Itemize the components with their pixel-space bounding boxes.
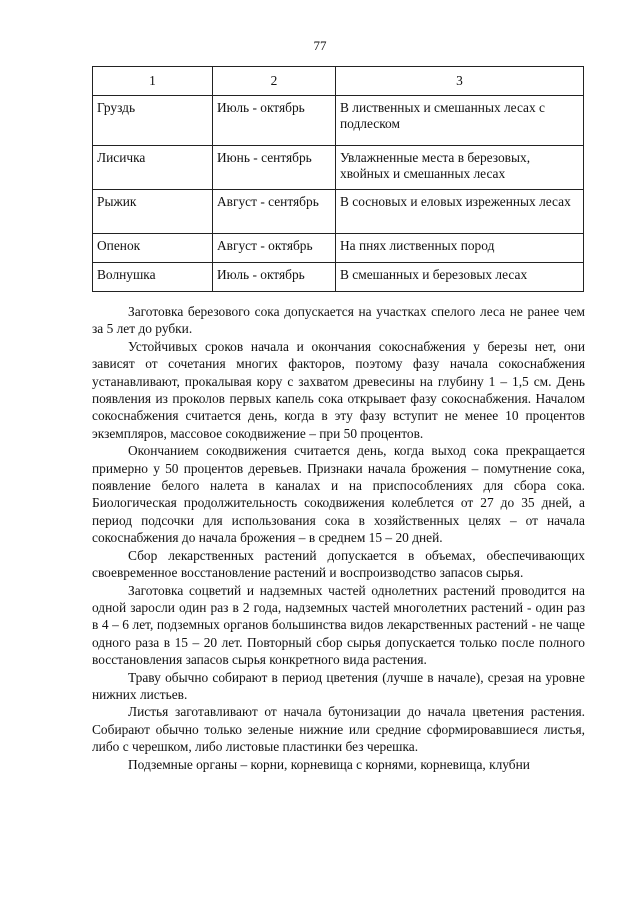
table-cell: На пнях лиственных пород [336,233,584,262]
table-cell: Июль - октябрь [213,95,336,145]
table-cell: В смешанных и березовых лесах [336,262,584,291]
paragraph: Заготовка соцветий и надземных частей однолетних растений проводится на одной заросли один раз в 2 года, надземных частей многолетних растений - один раз в 4 – 6 лет, подземных органов большинства видов лекарственных растений - не чаще одного раза в 15 – 20 лет. Повторный сбор сырья допускается только после полного восстановления запасов сырья конкретного вида растения. [92,582,585,668]
paragraph: Сбор лекарственных растений допускается в объемах, обеспечивающих своевременное восстановление растений и воспроизводство запасов сырья. [92,547,585,581]
table-header-row [93,67,584,96]
table-cell: В лиственных и смешанных лесах с подлеском [336,95,584,145]
page-number: 77 [313,38,327,53]
paragraph: Окончанием сокодвижения считается день, когда выход сока прекращается примерно у 50 процентов деревьев. Признаки начала брожения – помутнение сока, появление белого налета в каналах и на приспособлениях для сбора сока. Биологическая продолжительность сокодвижения колеблется от 27 до 35 дней, а период подсочки для использования сока в хозяйственных целях – от начала сокоснабжения до начала брожения – в среднем 15 – 20 дней. [92,443,585,546]
body-text [92,303,585,773]
paragraph: Подземные органы – корни, корневища с корнями, корневища, клубни [128,756,530,772]
table-row [93,233,584,262]
table-cell: Опенок [93,233,213,262]
table-cell: Июнь - сентябрь [213,145,336,189]
table-cell: Рыжик [93,189,213,233]
table-cell: Август - сентябрь [213,189,336,233]
table-cell: Волнушка [93,262,213,291]
table-cell: В сосновых и еловых изреженных лесах [336,189,584,233]
paragraph: Заготовка березового сока допускается на участках спелого леса не ранее чем за 5 лет до рубки. [92,304,585,337]
table-row [93,262,584,291]
table-cell: Лисичка [93,145,213,189]
table-row [93,95,584,145]
table-header-cell: 3 [336,67,584,96]
mushroom-season-table [92,66,584,292]
table-row [93,145,584,189]
table-row [93,189,584,233]
paragraph: Листья заготавливают от начала бутонизации до начала цветения растения. Собирают обычно только зеленые нижние или средние сформировавшиеся листья, либо с черешком, либо листовые пластинки без черешка. [92,704,585,755]
table-cell: Июль - октябрь [213,262,336,291]
table-cell: Груздь [93,95,213,145]
table-cell: Увлажненные места в березовых, хвойных и смешанных лесах [336,145,584,189]
paragraph: Траву обычно собирают в период цветения (лучше в начале), срезая на уровне нижних листьев. [92,669,585,702]
table-cell: Август - октябрь [213,233,336,262]
table-header-cell: 2 [213,67,336,96]
table-header-cell: 1 [93,67,213,96]
paragraph: Устойчивых сроков начала и окончания сокоснабжения у березы нет, они зависят от сочетания многих факторов, поэтому фазу начала сокоснабжения устанавливают, прокалывая кору с захватом древесины на глубину 1 – 1,5 см. День появления из проколов первых капель сока открывает фазу сокоснабжения. Началом сокоснабжения считается день, когда в эту фазу вступит не менее 10 процентов экземпляров, массовое сокодвижение – при 50 процентов. [92,338,585,441]
